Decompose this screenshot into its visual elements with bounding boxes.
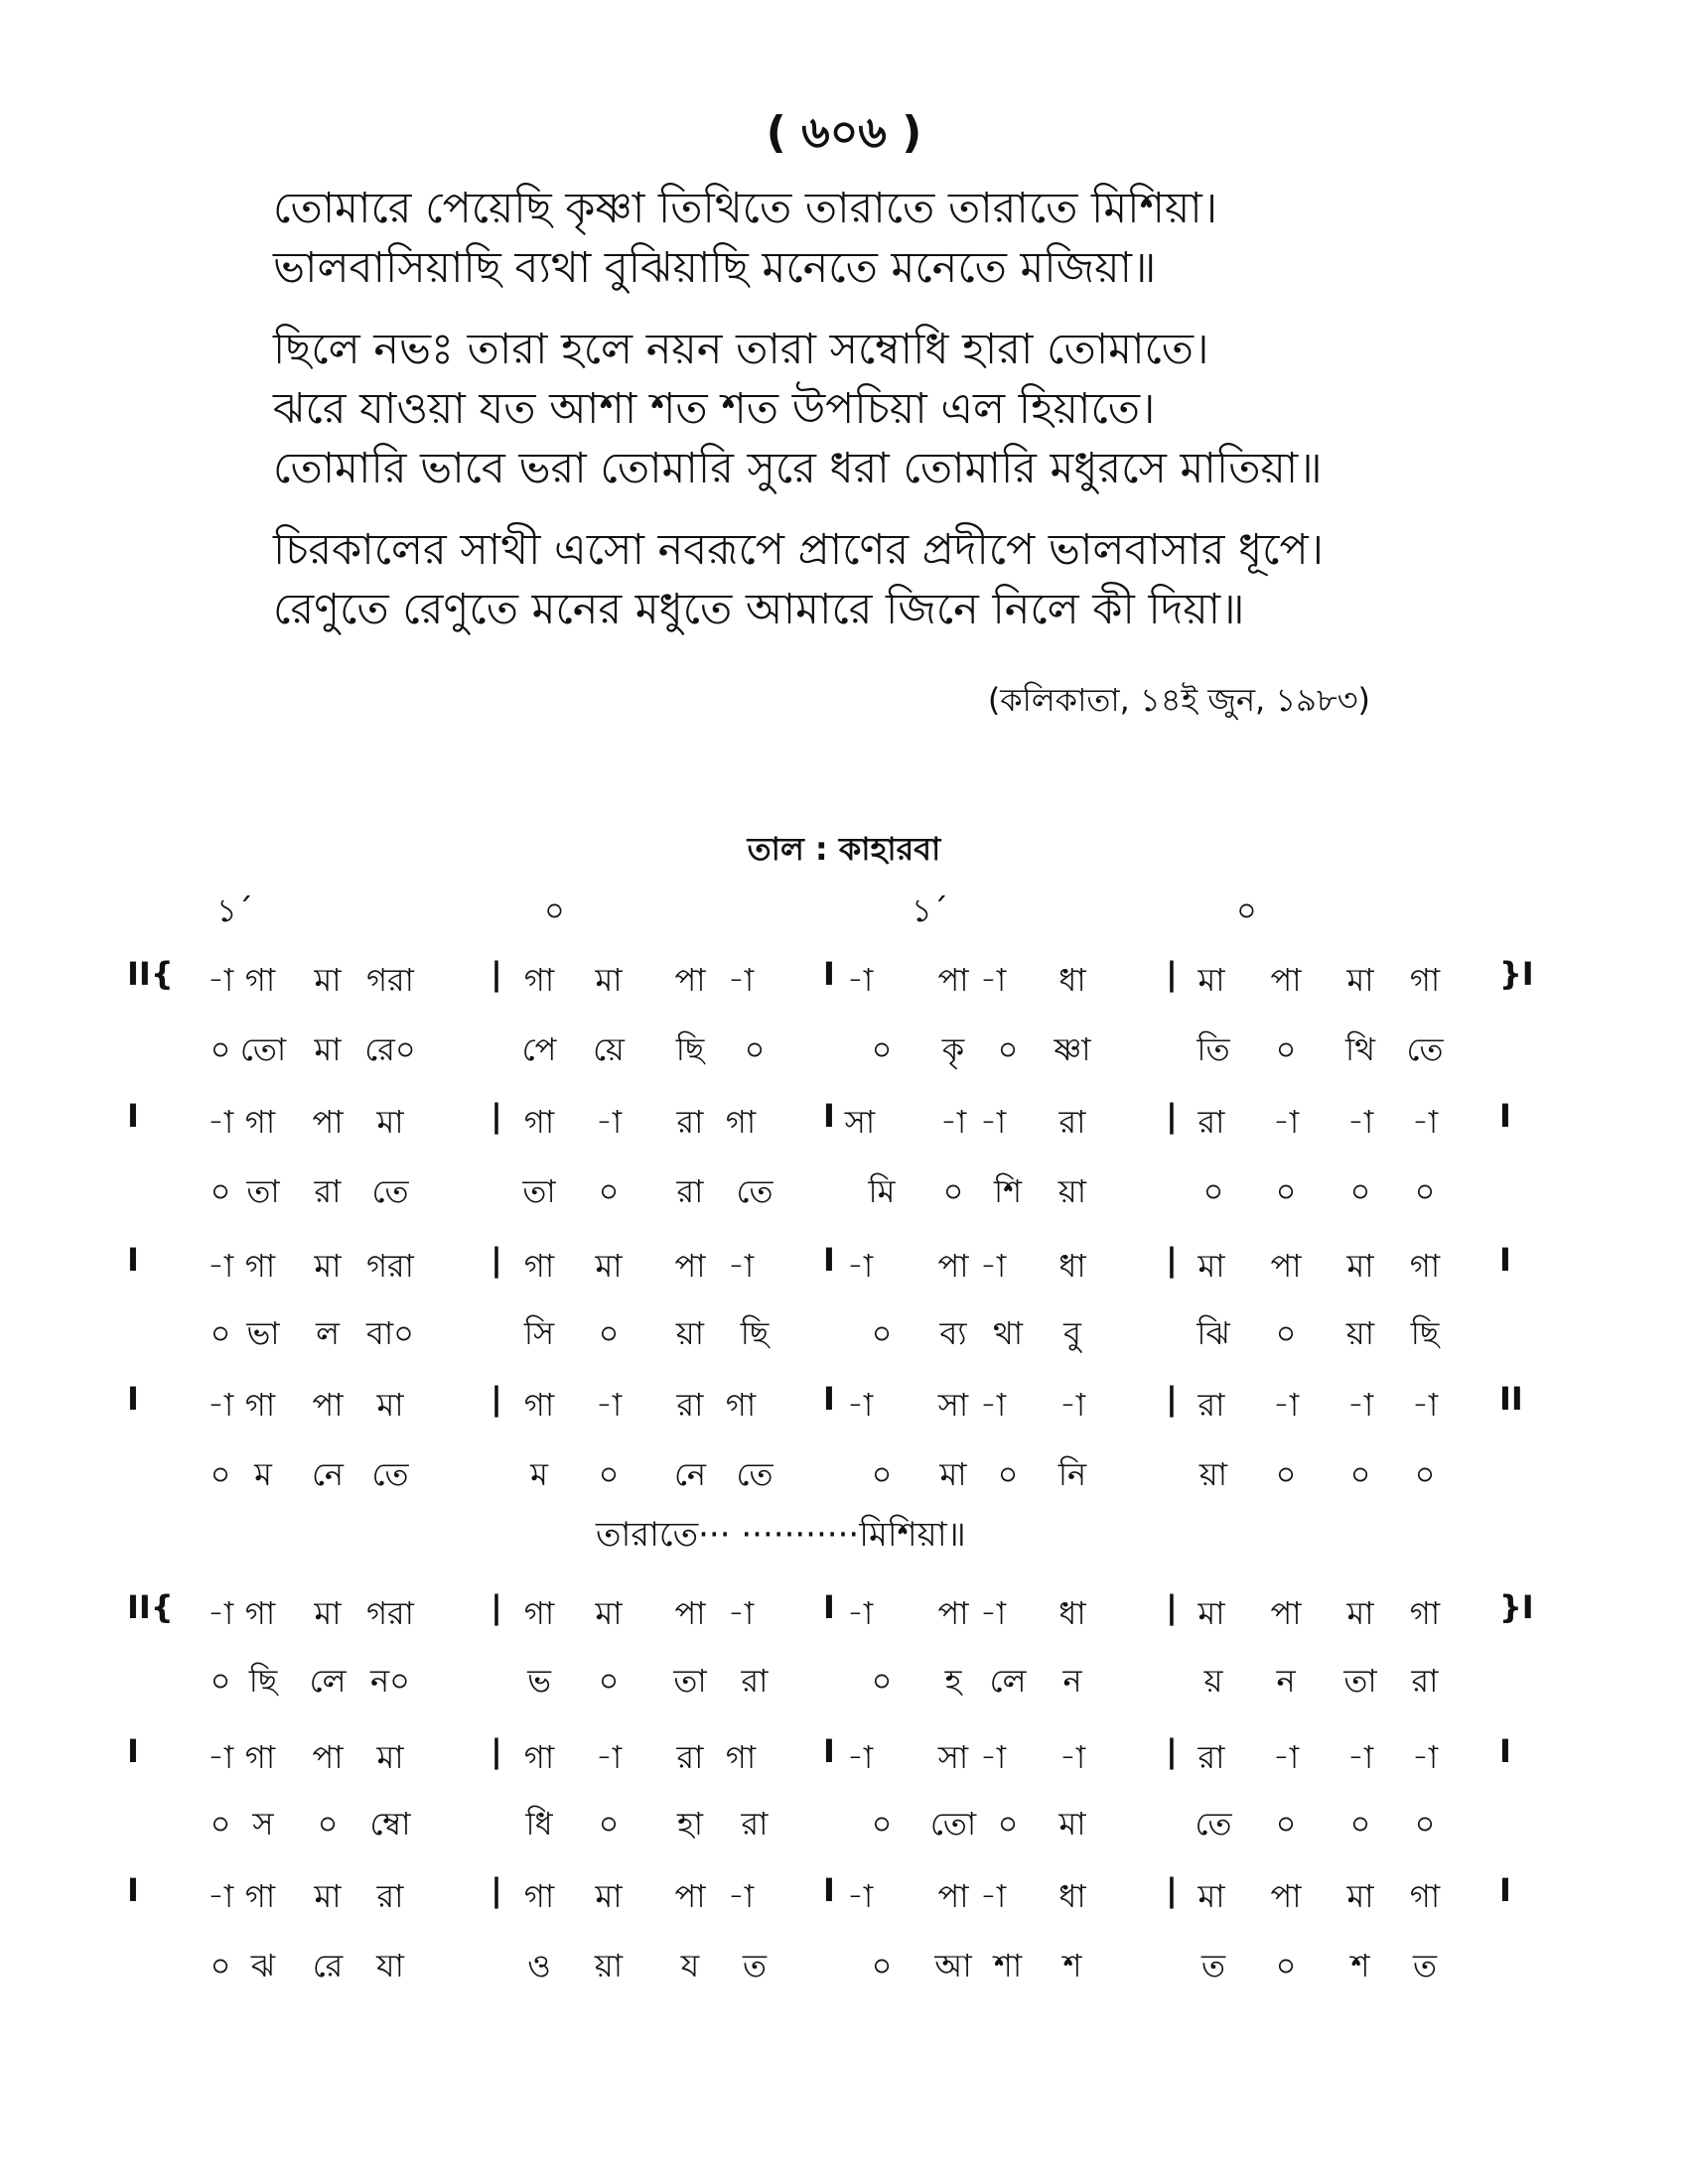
- swara-note: গা: [523, 961, 555, 999]
- row-start-bar: II{: [127, 1588, 174, 1626]
- swara-note: -া: [1411, 1103, 1439, 1141]
- swara-note: রা: [1197, 1738, 1225, 1776]
- bar-line: I: [823, 1097, 835, 1135]
- swara-note: -া: [979, 1877, 1007, 1915]
- swara-note: গা: [523, 1738, 555, 1776]
- bar-line: |: [491, 1241, 502, 1279]
- swara-note: গা: [244, 1247, 276, 1285]
- lyric-syllable: শা: [993, 1947, 1023, 1984]
- swara-note: পা: [674, 1877, 706, 1915]
- lyric-syllable: ০: [210, 1030, 231, 1068]
- swara-note: ধা: [1058, 1594, 1086, 1632]
- lyric-line: তোমারি ভাবে ভরা তোমারি সুরে ধরা তোমারি মধুরসে মাতিয়া॥: [273, 444, 1323, 493]
- lyric-syllable: তি: [1196, 1030, 1230, 1068]
- lyric-syllable: ন: [1062, 1662, 1082, 1700]
- lyric-syllable: ০: [598, 1172, 620, 1210]
- swara-note: -া: [207, 1386, 234, 1424]
- lyric-syllable: লে: [309, 1662, 347, 1700]
- lyric-syllable: য়া: [675, 1314, 705, 1352]
- swara-note: -া: [207, 1877, 234, 1915]
- swara-row: [0, 1871, 1688, 1921]
- swara-note: -া: [846, 1594, 874, 1632]
- swara-note: সা: [844, 1103, 876, 1141]
- lyric-syllable: ০: [1414, 1805, 1436, 1843]
- lyric-syllable: ছি: [1410, 1314, 1440, 1352]
- swara-note: পা: [937, 961, 969, 999]
- lyric-syllable: মি: [868, 1172, 896, 1210]
- swara-row: [0, 1732, 1688, 1782]
- lyric-syllable: ০: [1275, 1805, 1297, 1843]
- lyric-syllable: মা: [939, 1455, 967, 1493]
- lyric-syllable: ০: [871, 1805, 893, 1843]
- lyric-syllable: তে: [736, 1172, 774, 1210]
- place-date: (কলিকাতা, ১৪ই জুন, ১৯৮৩): [987, 681, 1370, 719]
- swara-note: মা: [376, 1103, 404, 1141]
- lyric-syllable: ০: [1275, 1030, 1297, 1068]
- swara-note: -া: [1346, 1738, 1374, 1776]
- swara-note: পা: [1270, 1877, 1302, 1915]
- swara-note: -া: [1058, 1738, 1086, 1776]
- swara-note: -া: [1058, 1386, 1086, 1424]
- lyric-syllable: রা: [741, 1805, 769, 1843]
- swara-note: পা: [674, 961, 706, 999]
- swara-note: -া: [1411, 1386, 1439, 1424]
- word-row: [0, 1656, 1688, 1706]
- swara-note: গা: [244, 1103, 276, 1141]
- lyric-syllable: ০: [744, 1030, 766, 1068]
- lyric-syllable: ষ্ণা: [1054, 1030, 1091, 1068]
- continuation-line: তারাতে··· ···········মিশিয়া॥: [596, 1515, 966, 1555]
- lyric-syllable: ন০: [370, 1662, 410, 1700]
- beat-marker: ০: [544, 891, 565, 929]
- swara-note: -া: [979, 1594, 1007, 1632]
- lyric-syllable: ন: [1276, 1662, 1296, 1700]
- swara-note: গা: [523, 1247, 555, 1285]
- swara-note: মা: [1346, 961, 1374, 999]
- lyric-syllable: তো: [239, 1030, 287, 1068]
- swara-note: পা: [1270, 1594, 1302, 1632]
- swara-row: [0, 955, 1688, 1005]
- lyric-syllable: ঝি: [1196, 1314, 1230, 1352]
- swara-note: -া: [846, 1738, 874, 1776]
- swara-note: গা: [725, 1738, 757, 1776]
- swara-note: মা: [595, 1877, 623, 1915]
- beat-marker: ০: [1236, 891, 1257, 929]
- swara-row: [0, 1380, 1688, 1430]
- lyric-syllable: স: [252, 1805, 274, 1843]
- row-end-bar: }I: [1499, 1588, 1534, 1626]
- swara-note: -া: [207, 1738, 234, 1776]
- swara-note: মা: [376, 1738, 404, 1776]
- row-start-bar: I: [127, 1241, 139, 1279]
- row-start-bar: I: [127, 1380, 139, 1418]
- swara-note: -া: [727, 1877, 755, 1915]
- swara-note: -া: [595, 1386, 623, 1424]
- stanza-2: [273, 320, 1465, 498]
- bar-line: I: [823, 1241, 835, 1279]
- stanza-1: [273, 179, 1465, 298]
- lyric-syllable: ০: [871, 1314, 893, 1352]
- bar-line: I: [823, 1871, 835, 1909]
- swara-note: -া: [207, 961, 234, 999]
- lyric-syllable: য়া: [594, 1947, 624, 1984]
- lyric-line: ভালবাসিয়াছি ব্যথা বুঝিয়াছি মনেতে মনেতে মজিয়া॥: [273, 243, 1157, 293]
- word-row: [0, 1166, 1688, 1216]
- swara-note: -া: [1411, 1738, 1439, 1776]
- lyric-syllable: ০: [997, 1030, 1019, 1068]
- lyric-syllable: ত: [1412, 1947, 1438, 1984]
- swara-note: মা: [1346, 1247, 1374, 1285]
- swara-row: [0, 1241, 1688, 1291]
- bar-line: |: [491, 1097, 502, 1135]
- lyric-syllable: নি: [1057, 1455, 1087, 1493]
- tal-heading: তাল : কাহারবা: [747, 830, 941, 868]
- lyric-syllable: ০: [210, 1455, 231, 1493]
- lyric-syllable: শ: [1062, 1947, 1082, 1984]
- lyric-syllable: আ: [934, 1947, 972, 1984]
- swara-note: গা: [244, 1877, 276, 1915]
- lyric-syllable: হ: [944, 1662, 962, 1700]
- swara-note: -া: [727, 961, 755, 999]
- swara-note: মা: [1197, 961, 1225, 999]
- bar-line: I: [823, 1588, 835, 1626]
- bar-line: |: [1166, 1732, 1178, 1770]
- lyric-syllable: তা: [1343, 1662, 1377, 1700]
- row-end-bar: I: [1499, 1732, 1511, 1770]
- swara-note: রা: [676, 1103, 704, 1141]
- swara-note: গা: [523, 1877, 555, 1915]
- lyric-syllable: য়া: [1198, 1455, 1228, 1493]
- lyric-syllable: ০: [210, 1172, 231, 1210]
- lyric-syllable: শ: [1350, 1947, 1370, 1984]
- lyric-syllable: তো: [929, 1805, 977, 1843]
- lyric-syllable: ০: [871, 1662, 893, 1700]
- lyric-syllable: ০: [1202, 1172, 1224, 1210]
- lyric-syllable: ০: [1275, 1314, 1297, 1352]
- lyric-line: ছিলে নভঃ তারা হলে নয়ন তারা সম্বোধি হারা তোমাতে।: [273, 325, 1209, 374]
- swara-note: পা: [674, 1594, 706, 1632]
- lyric-syllable: নে: [311, 1455, 345, 1493]
- page-number: ( ৬০৬ ): [766, 107, 922, 158]
- lyric-syllable: ঝ: [250, 1947, 276, 1984]
- swara-note: পা: [937, 1877, 969, 1915]
- lyric-syllable: ও: [527, 1947, 551, 1984]
- lyric-syllable: কৃ: [941, 1030, 965, 1068]
- lyric-syllable: ০: [598, 1662, 620, 1700]
- lyric-syllable: তে: [371, 1172, 409, 1210]
- swara-note: ধা: [1058, 1247, 1086, 1285]
- lyric-syllable: য: [680, 1947, 700, 1984]
- swara-note: -া: [595, 1103, 623, 1141]
- swara-note: -া: [1346, 1386, 1374, 1424]
- bar-line: I: [823, 1380, 835, 1418]
- lyric-syllable: তা: [522, 1172, 556, 1210]
- lyric-line: তোমারে পেয়েছি কৃষ্ণা তিথিতে তারাতে তারাতে মিশিয়া।: [273, 184, 1218, 233]
- swara-note: -া: [595, 1738, 623, 1776]
- lyric-line: চিরকালের সাথী এসো নবরূপে প্রাণের প্রদীপে ভালবাসার ধূপে।: [273, 525, 1325, 575]
- lyric-syllable: ছি: [740, 1314, 770, 1352]
- swara-note: গরা: [366, 1594, 414, 1632]
- swara-note: পা: [1270, 961, 1302, 999]
- lyric-syllable: যা: [376, 1947, 404, 1984]
- row-start-bar: I: [127, 1732, 139, 1770]
- lyric-syllable: ০: [598, 1314, 620, 1352]
- swara-note: মা: [376, 1386, 404, 1424]
- lyric-syllable: পে: [521, 1030, 557, 1068]
- word-row: [0, 1308, 1688, 1358]
- lyric-syllable: থি: [1345, 1030, 1375, 1068]
- swara-note: মা: [314, 1877, 342, 1915]
- lyric-syllable: বু: [1063, 1314, 1081, 1352]
- lyric-syllable: তে: [371, 1455, 409, 1493]
- bar-line: |: [1166, 1588, 1178, 1626]
- bar-line: |: [491, 1732, 502, 1770]
- lyric-syllable: রা: [741, 1662, 769, 1700]
- lyric-syllable: তে: [1406, 1030, 1444, 1068]
- lyric-syllable: তা: [246, 1172, 280, 1210]
- lyric-syllable: ০: [871, 1455, 893, 1493]
- swara-note: গা: [523, 1386, 555, 1424]
- lyrics: [273, 179, 1465, 661]
- lyric-syllable: তা: [673, 1662, 707, 1700]
- lyric-syllable: ০: [1349, 1172, 1371, 1210]
- row-end-bar: I: [1499, 1097, 1511, 1135]
- lyric-syllable: শি: [993, 1172, 1023, 1210]
- lyric-syllable: থা: [992, 1314, 1024, 1352]
- lyric-syllable: ম: [254, 1455, 272, 1493]
- bar-line: |: [491, 1588, 502, 1626]
- beat-markers: [0, 886, 1688, 935]
- swara-note: গা: [523, 1594, 555, 1632]
- bar-line: |: [1166, 1871, 1178, 1909]
- swara-note: -া: [846, 961, 874, 999]
- swara-note: মা: [595, 1594, 623, 1632]
- swara-note: পা: [312, 1738, 344, 1776]
- lyric-syllable: ব্য: [939, 1314, 967, 1352]
- lyric-syllable: রে: [312, 1947, 344, 1984]
- swara-note: গা: [244, 961, 276, 999]
- swara-note: গা: [244, 1594, 276, 1632]
- swara-note: -া: [979, 1738, 1007, 1776]
- lyric-syllable: য়: [1203, 1662, 1223, 1700]
- lyric-syllable: বা০: [366, 1314, 414, 1352]
- stanza-3: [273, 520, 1465, 639]
- swara-note: গা: [1409, 1594, 1441, 1632]
- swara-note: -া: [979, 1247, 1007, 1285]
- lyric-syllable: ছি: [675, 1030, 705, 1068]
- lyric-line: ঝরে যাওয়া যত আশা শত শত উপচিয়া এল হিয়াতে।: [273, 384, 1156, 434]
- lyric-line: রেণুতে রেণুতে মনের মধুতে আমারে জিনে নিলে কী দিয়া॥: [273, 585, 1245, 634]
- swara-note: সা: [937, 1738, 969, 1776]
- swara-note: -া: [207, 1103, 234, 1141]
- swara-note: রা: [676, 1386, 704, 1424]
- swara-note: -া: [1346, 1103, 1374, 1141]
- lyric-syllable: ০: [1275, 1947, 1297, 1984]
- swara-note: মা: [314, 1247, 342, 1285]
- lyric-syllable: রা: [314, 1172, 342, 1210]
- swara-note: গা: [1409, 1877, 1441, 1915]
- swara-note: মা: [595, 1247, 623, 1285]
- swara-note: ধা: [1058, 961, 1086, 999]
- lyric-syllable: লে: [989, 1662, 1027, 1700]
- lyric-syllable: ০: [942, 1172, 964, 1210]
- lyric-syllable: ল: [316, 1314, 340, 1352]
- lyric-syllable: সি: [523, 1314, 555, 1352]
- swara-note: গরা: [366, 961, 414, 999]
- word-row: [0, 1449, 1688, 1499]
- row-start-bar: I: [127, 1097, 139, 1135]
- lyric-syllable: ভা: [246, 1314, 280, 1352]
- lyric-syllable: ০: [210, 1662, 231, 1700]
- swara-note: রা: [1058, 1103, 1086, 1141]
- lyric-syllable: য়া: [1057, 1172, 1087, 1210]
- lyric-syllable: মা: [1058, 1805, 1086, 1843]
- swara-note: পা: [312, 1386, 344, 1424]
- swara-row: [0, 1588, 1688, 1638]
- swara-note: -া: [1272, 1386, 1300, 1424]
- swara-note: -া: [207, 1594, 234, 1632]
- swara-note: রা: [1197, 1386, 1225, 1424]
- beat-marker: ১´: [912, 891, 948, 929]
- swara-note: গা: [244, 1738, 276, 1776]
- lyric-syllable: ০: [210, 1805, 231, 1843]
- lyric-syllable: ভ: [527, 1662, 551, 1700]
- bar-line: |: [1166, 1097, 1178, 1135]
- swara-note: মা: [1197, 1594, 1225, 1632]
- word-row: [0, 1024, 1688, 1074]
- lyric-syllable: ত: [1200, 1947, 1226, 1984]
- lyric-syllable: রা: [1411, 1662, 1439, 1700]
- swara-note: মা: [1197, 1247, 1225, 1285]
- lyric-syllable: ছি: [248, 1662, 278, 1700]
- swara-note: ধা: [1058, 1877, 1086, 1915]
- lyric-syllable: য়ে: [593, 1030, 625, 1068]
- lyric-syllable: ০: [317, 1805, 339, 1843]
- lyric-syllable: ০: [871, 1947, 893, 1984]
- beat-marker: ১´: [216, 891, 253, 929]
- swara-note: -া: [846, 1877, 874, 1915]
- swara-note: -া: [1272, 1738, 1300, 1776]
- swara-note: মা: [1197, 1877, 1225, 1915]
- bar-line: |: [491, 955, 502, 993]
- swara-note: -া: [846, 1386, 874, 1424]
- swara-note: -া: [979, 1103, 1007, 1141]
- bar-line: |: [1166, 955, 1178, 993]
- swara-note: গা: [1409, 961, 1441, 999]
- lyric-syllable: ০: [997, 1455, 1019, 1493]
- swara-note: গা: [523, 1103, 555, 1141]
- lyric-syllable: য়া: [1345, 1314, 1375, 1352]
- swara-note: -া: [1272, 1103, 1300, 1141]
- row-end-bar: I: [1499, 1241, 1511, 1279]
- swara-note: পা: [674, 1247, 706, 1285]
- bar-line: |: [1166, 1380, 1178, 1418]
- lyric-syllable: ০: [210, 1314, 231, 1352]
- lyric-syllable: রা: [676, 1172, 704, 1210]
- swara-note: গরা: [366, 1247, 414, 1285]
- swara-note: গা: [244, 1386, 276, 1424]
- lyric-syllable: হা: [676, 1805, 704, 1843]
- lyric-syllable: তে: [736, 1455, 774, 1493]
- swara-note: গা: [725, 1103, 757, 1141]
- swara-note: -া: [727, 1594, 755, 1632]
- swara-note: মা: [314, 1594, 342, 1632]
- bar-line: |: [1166, 1241, 1178, 1279]
- lyric-syllable: ০: [598, 1805, 620, 1843]
- swara-note: -া: [939, 1103, 967, 1141]
- swara-note: মা: [314, 961, 342, 999]
- lyric-syllable: নে: [673, 1455, 707, 1493]
- lyric-syllable: ম: [530, 1455, 548, 1493]
- swara-note: -া: [846, 1247, 874, 1285]
- swara-note: সা: [937, 1386, 969, 1424]
- lyric-syllable: ০: [871, 1030, 893, 1068]
- row-end-bar: I: [1499, 1871, 1511, 1909]
- word-row: [0, 1941, 1688, 1990]
- bar-line: I: [823, 955, 835, 993]
- lyric-syllable: ০: [1349, 1805, 1371, 1843]
- bar-line: I: [823, 1732, 835, 1770]
- swara-note: -া: [727, 1247, 755, 1285]
- swara-note: রা: [376, 1877, 404, 1915]
- lyric-syllable: ০: [210, 1947, 231, 1984]
- row-start-bar: I: [127, 1871, 139, 1909]
- lyric-syllable: ০: [1414, 1455, 1436, 1493]
- lyric-syllable: ম্বো: [369, 1805, 411, 1843]
- lyric-syllable: ০: [997, 1805, 1019, 1843]
- lyric-syllable: ০: [1349, 1455, 1371, 1493]
- row-end-bar: }I: [1499, 955, 1534, 993]
- swara-note: গা: [1409, 1247, 1441, 1285]
- swara-note: রা: [1197, 1103, 1225, 1141]
- swara-note: পা: [937, 1594, 969, 1632]
- lyric-syllable: ০: [1414, 1172, 1436, 1210]
- lyric-syllable: ০: [1275, 1172, 1297, 1210]
- word-row: [0, 1799, 1688, 1848]
- row-start-bar: II{: [127, 955, 174, 993]
- swara-note: -া: [979, 961, 1007, 999]
- swara-note: -া: [207, 1247, 234, 1285]
- swara-note: পা: [312, 1103, 344, 1141]
- swara-row: [0, 1097, 1688, 1147]
- row-end-bar: II: [1499, 1380, 1523, 1418]
- swara-note: মা: [1346, 1877, 1374, 1915]
- swara-note: গা: [725, 1386, 757, 1424]
- lyric-syllable: মা: [314, 1030, 342, 1068]
- lyric-syllable: ত: [742, 1947, 768, 1984]
- lyric-syllable: ০: [598, 1455, 620, 1493]
- lyric-syllable: ধি: [525, 1805, 553, 1843]
- lyric-syllable: তে: [1195, 1805, 1232, 1843]
- bar-line: |: [491, 1871, 502, 1909]
- bar-line: |: [491, 1380, 502, 1418]
- swara-note: মা: [1346, 1594, 1374, 1632]
- swara-note: পা: [1270, 1247, 1302, 1285]
- swara-note: মা: [595, 961, 623, 999]
- swara-note: পা: [937, 1247, 969, 1285]
- swara-note: -া: [979, 1386, 1007, 1424]
- swara-note: রা: [676, 1738, 704, 1776]
- lyric-syllable: ০: [1275, 1455, 1297, 1493]
- lyric-syllable: রে০: [364, 1030, 416, 1068]
